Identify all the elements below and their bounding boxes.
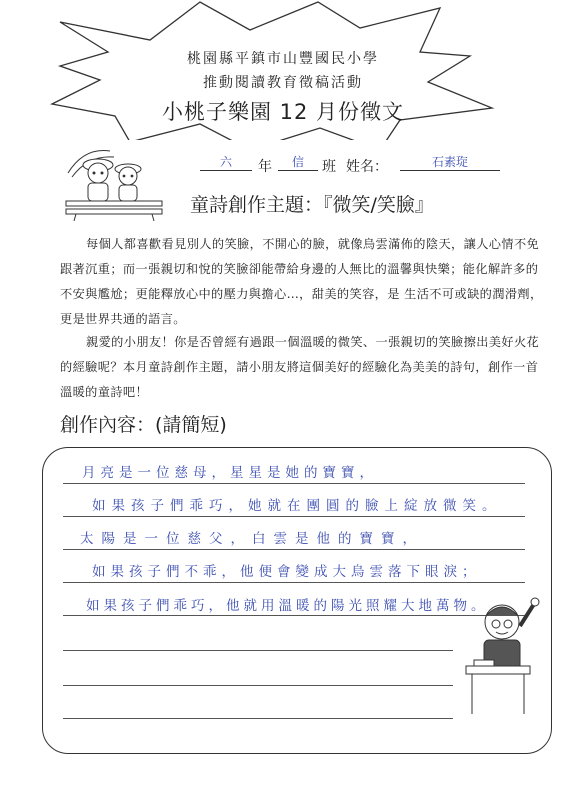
grade-value[interactable]: 六	[200, 153, 252, 171]
poem-line[interactable]: 月亮是一位慈母，星星是她的寶寶，	[82, 465, 378, 481]
class-value[interactable]: 信	[278, 153, 318, 171]
content-label: 創作內容：(請簡短)	[60, 414, 227, 436]
activity-name: 推動閱讀教育徵稿活動	[203, 75, 363, 91]
poem-line[interactable]: 如果孩子們乖巧，她就在團圓的臉上綻放微笑。	[92, 498, 502, 514]
name-value[interactable]: 石素琁	[400, 153, 500, 171]
ruled-line	[63, 718, 453, 719]
intro-paragraph-2: 親愛的小朋友！你是否曾經有過跟一個溫暖的微笑、一張親切的笑臉擦出美好火花的經驗呢？本月童詩創作主題，請小朋友將這個美好的經驗化為美美的詩句，創作一首溫暖的童詩吧！	[60, 335, 540, 399]
class-label: 班	[322, 159, 336, 175]
children-illustration	[64, 143, 164, 221]
school-name: 桃園縣平鎮市山豐國民小學	[187, 51, 379, 67]
ruled-line	[63, 549, 525, 550]
ruled-line	[63, 483, 525, 484]
name-label: 姓名：	[346, 159, 388, 175]
poem-line[interactable]: 如果孩子們乖巧，他就用溫暖的陽光照耀大地萬物。	[86, 598, 489, 614]
intro-paragraph-1: 每個人都喜歡看見別人的笑臉，不開心的臉，就像烏雲滿佈的陰天，讓人心情不免跟著沉重；而一張親切和悅的笑臉卻能帶給身邊的人無比的溫馨與快樂；能化解許多的不安與尷尬；更能釋放心中的壓力與擔心…，甜美的笑容，是 生活不可或缺的潤滑劑，更是世界共通的語言。	[60, 237, 543, 326]
student-desk-illustration	[456, 596, 546, 716]
ruled-line	[63, 582, 525, 583]
page-title: 小桃子樂園 12 月份徵文	[161, 100, 405, 124]
poem-line[interactable]: 太陽是一位慈父，白雲是他的寶寶，	[80, 531, 424, 547]
theme-heading: 童詩創作主題：『微笑/笑臉』	[190, 194, 434, 216]
ruled-line	[63, 650, 453, 651]
ruled-line	[63, 516, 525, 517]
poem-line[interactable]: 如果孩子們不乖，他便會變成大烏雲落下眼淚；	[92, 564, 481, 580]
grade-label: 年	[258, 159, 272, 175]
ruled-line	[63, 685, 453, 686]
